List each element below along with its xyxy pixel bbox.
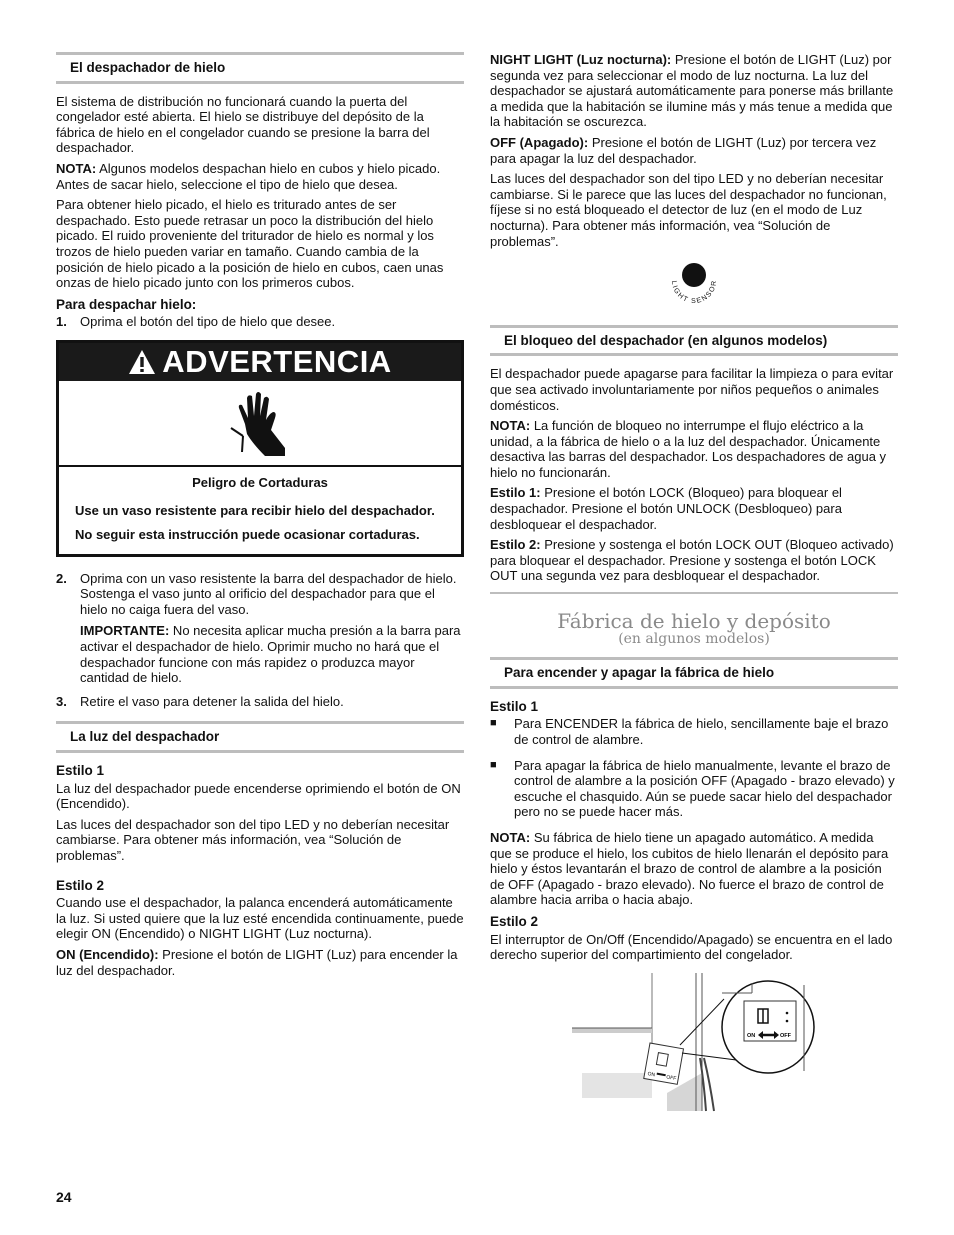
step-1: [56, 314, 464, 330]
switch-off-small: OFF: [665, 1074, 677, 1082]
step-number: 1.: [56, 314, 67, 330]
warning-box: [56, 340, 464, 557]
note-text: Su fábrica de hielo tiene un apagado automático. A medida que se produce el hielo, los cubitos de hielo llenarán el depósito para hielo y éstos levantarán el brazo de control de alambre a la posición de OFF (Apagado - brazo elevado). No fuerce el brazo de control de alambre hacia arriba o hacia abajo.: [490, 829, 889, 908]
paragraph: El sistema de distribución no funcionará cuando la puerta del congelador esté abierta. El hielo se distribuye del depósito de la fábrica de hielo en el congelador cuando se presione la barra del despachador.: [56, 93, 430, 156]
style-2-label: Estilo 2:: [490, 537, 541, 553]
paragraph: Las luces del despachador son del tipo LED y no deberían necesitar cambiarse. Si le parece que las luces del despachador no funcionan, fíjese si no está bloqueado el detector de luz (en el modo de Luz nocturna). Para obtener más información, vea “Solución de problemas”.: [490, 171, 887, 249]
night-light-text: Presione el botón de LIGHT (Luz) por segunda vez para seleccionar el modo de luz nocturna. La luz del despachador se ajustará automáticamente para ponerse más brillante a medida que la habitación se ilumine más y más tenue a medida que la habitación se oscurezca.: [490, 52, 894, 130]
step-number: 2.: [56, 570, 67, 586]
warning-triangle-icon: [128, 349, 156, 375]
step-text: Oprima el botón del tipo de hielo que desee.: [80, 314, 336, 330]
paragraph: Para obtener hielo picado, el hielo es triturado antes de ser despachado. Esto puede retrasar un poco la distribución del hielo picado. El ruido proveniente del triturador de hielo es normal y los trozos de hielo pueden variar en tamaño. Cuando cambia de la posición de hielo picado a la posición de hielo en cubos, caen unas onzas de hielo picado junto con los primeros cubos.: [56, 197, 444, 291]
note-label: NOTA:: [56, 160, 97, 176]
list-item: [490, 758, 898, 820]
style-2-text: Presione y sostenga el botón LOCK OUT (Bloqueo activado) para bloquear el despachador. Presione y sostenga el botón LOCK OUT una segunda vez para desbloquear el despachador.: [490, 537, 894, 584]
note-text: La función de bloqueo no interrumpe el flujo eléctrico a la unidad, a la fábrica de hielo o a la luz del despachador. Únicamente desactiva las barras del despachador. Los despachadores de agua y hielo no funcionarán.: [490, 418, 887, 480]
list-item: [490, 716, 898, 747]
important-text: No necesita aplicar mucha presión a la barra para activar el despachador de hielo. Oprimir mucho no hará que el despachador funcione con más rapidez o produzca mayor cantidad de hielo.: [80, 623, 461, 686]
right-column: [490, 52, 898, 1116]
ice-maker-switch-illustration: [572, 973, 898, 1117]
important-label: IMPORTANTE:: [80, 623, 170, 639]
sensor-label: LIGHT SENSOR: [669, 279, 719, 306]
section-heading-ice-dispenser: El despachador de hielo: [56, 52, 464, 84]
warning-subtitle: Peligro de Cortaduras: [192, 474, 328, 490]
paragraph: El interruptor de On/Off (Encendido/Apagado) se encuentra en el lado derecho superior del compartimiento del congelador.: [490, 931, 893, 963]
section-heading-dispenser-lock: El bloqueo del despachador (en algunos modelos): [490, 325, 898, 357]
subheading-dispense: Para despachar hielo:: [56, 296, 197, 312]
cut-hazard-pictogram: [59, 381, 461, 467]
on-paragraph: [56, 947, 464, 978]
cut-hand-icon: [225, 388, 295, 458]
on-text: Presione el botón de LIGHT (Luz) para encender la luz del despachador.: [56, 946, 458, 978]
night-light-label: NIGHT LIGHT (Luz nocturna):: [490, 52, 672, 67]
switch-off-label: OFF: [780, 1032, 791, 1039]
style-1-label: Estilo 1:: [490, 485, 541, 501]
paragraph: El despachador puede apagarse para facilitar la limpieza o para evitar que sea activado involuntariamente por niños pequeños o animales domésticos.: [490, 366, 894, 413]
section-title-ice-maker: Fábrica de hielo y depósito: [557, 609, 831, 634]
list-item-text: Para apagar la fábrica de hielo manualmente, levante el brazo de control de alambre a la posición OFF (Apagado - brazo elevado) y escuche el chasquido. Aún se puede sacar hielo del despachador pero no se puede hacer más.: [514, 757, 895, 820]
step-number: 3.: [56, 693, 67, 709]
step-3: [56, 694, 464, 710]
bullet-icon: ■: [490, 758, 497, 771]
divider: [490, 592, 898, 594]
bullet-icon: ■: [490, 717, 497, 730]
section-heading-ice-maker-switch: Para encender y apagar la fábrica de hielo: [490, 657, 898, 689]
step-text: Oprima con un vaso resistente la barra del despachador de hielo. Sostenga el vaso junto al orificio del despachador para que el hielo no caiga fuera del vaso.: [80, 570, 457, 617]
paragraph: Las luces del despachador son del tipo LED y no deberían necesitar cambiarse. Para obtener más información, vea “Solución de problemas”.: [56, 816, 450, 863]
on-label: ON (Encendido):: [56, 946, 159, 962]
subheading-style-1: Estilo 1: [56, 763, 105, 779]
warning-title: ADVERTENCIA: [162, 343, 392, 379]
left-column: [56, 52, 464, 983]
warning-body: [59, 467, 461, 554]
section-heading-dispenser-light: La luz del despachador: [56, 721, 464, 753]
important-paragraph: [56, 623, 464, 685]
light-sensor-icon: [659, 257, 729, 307]
switch-on-label: ON: [747, 1032, 756, 1039]
warning-line-2: No seguir esta instrucción puede ocasionar cortaduras.: [75, 527, 420, 543]
night-light-paragraph: [490, 52, 898, 130]
note-paragraph: [490, 830, 898, 908]
style-1-paragraph: [490, 485, 898, 532]
section-subtitle: (en algunos modelos): [618, 630, 770, 647]
note-text: Algunos modelos despachan hielo en cubos y hielo picado. Antes de sacar hielo, seleccione el tipo de hielo que desea.: [56, 160, 441, 192]
subheading-style-1: Estilo 1: [490, 698, 539, 714]
paragraph: Cuando use el despachador, la palanca encenderá automáticamente la luz. Si usted quiere que la luz esté encendida continuamente, puede elegir ON (Encendido) o NIGHT LIGHT (Luz nocturna).: [56, 895, 464, 942]
off-label: OFF (Apagado):: [490, 134, 589, 150]
warning-line-1: Use un vaso resistente para recibir hielo del despachador.: [75, 502, 435, 518]
step-text: Retire el vaso para detener la salida del hielo.: [80, 693, 344, 709]
note-paragraph: [56, 161, 464, 192]
note-label: NOTA:: [490, 418, 531, 434]
note-label: NOTA:: [490, 829, 531, 845]
off-text: Presione el botón de LIGHT (Luz) por tercera vez para apagar la luz del despachador.: [490, 134, 877, 166]
style-1-text: Presione el botón LOCK (Bloqueo) para bloquear el despachador. Presione el botón UNLOCK (Desbloqueo) para desbloquear el despachador.: [490, 485, 842, 532]
page-number: 24: [56, 1189, 72, 1205]
switch-on-small: ON: [647, 1070, 656, 1079]
off-paragraph: [490, 135, 898, 166]
paragraph: La luz del despachador puede encenderse oprimiendo el botón de ON (Encendido).: [56, 780, 461, 812]
note-paragraph: [490, 418, 898, 480]
list-item-text: Para ENCENDER la fábrica de hielo, sencillamente baje el brazo de control de alambre.: [514, 716, 889, 747]
step-2: [56, 571, 464, 618]
light-sensor-figure: [490, 257, 898, 311]
subheading-style-2: Estilo 2: [56, 877, 105, 893]
style-2-paragraph: [490, 537, 898, 584]
freezer-switch-diagram: [572, 973, 822, 1113]
subheading-style-2: Estilo 2: [490, 913, 539, 929]
warning-header: [59, 343, 461, 381]
